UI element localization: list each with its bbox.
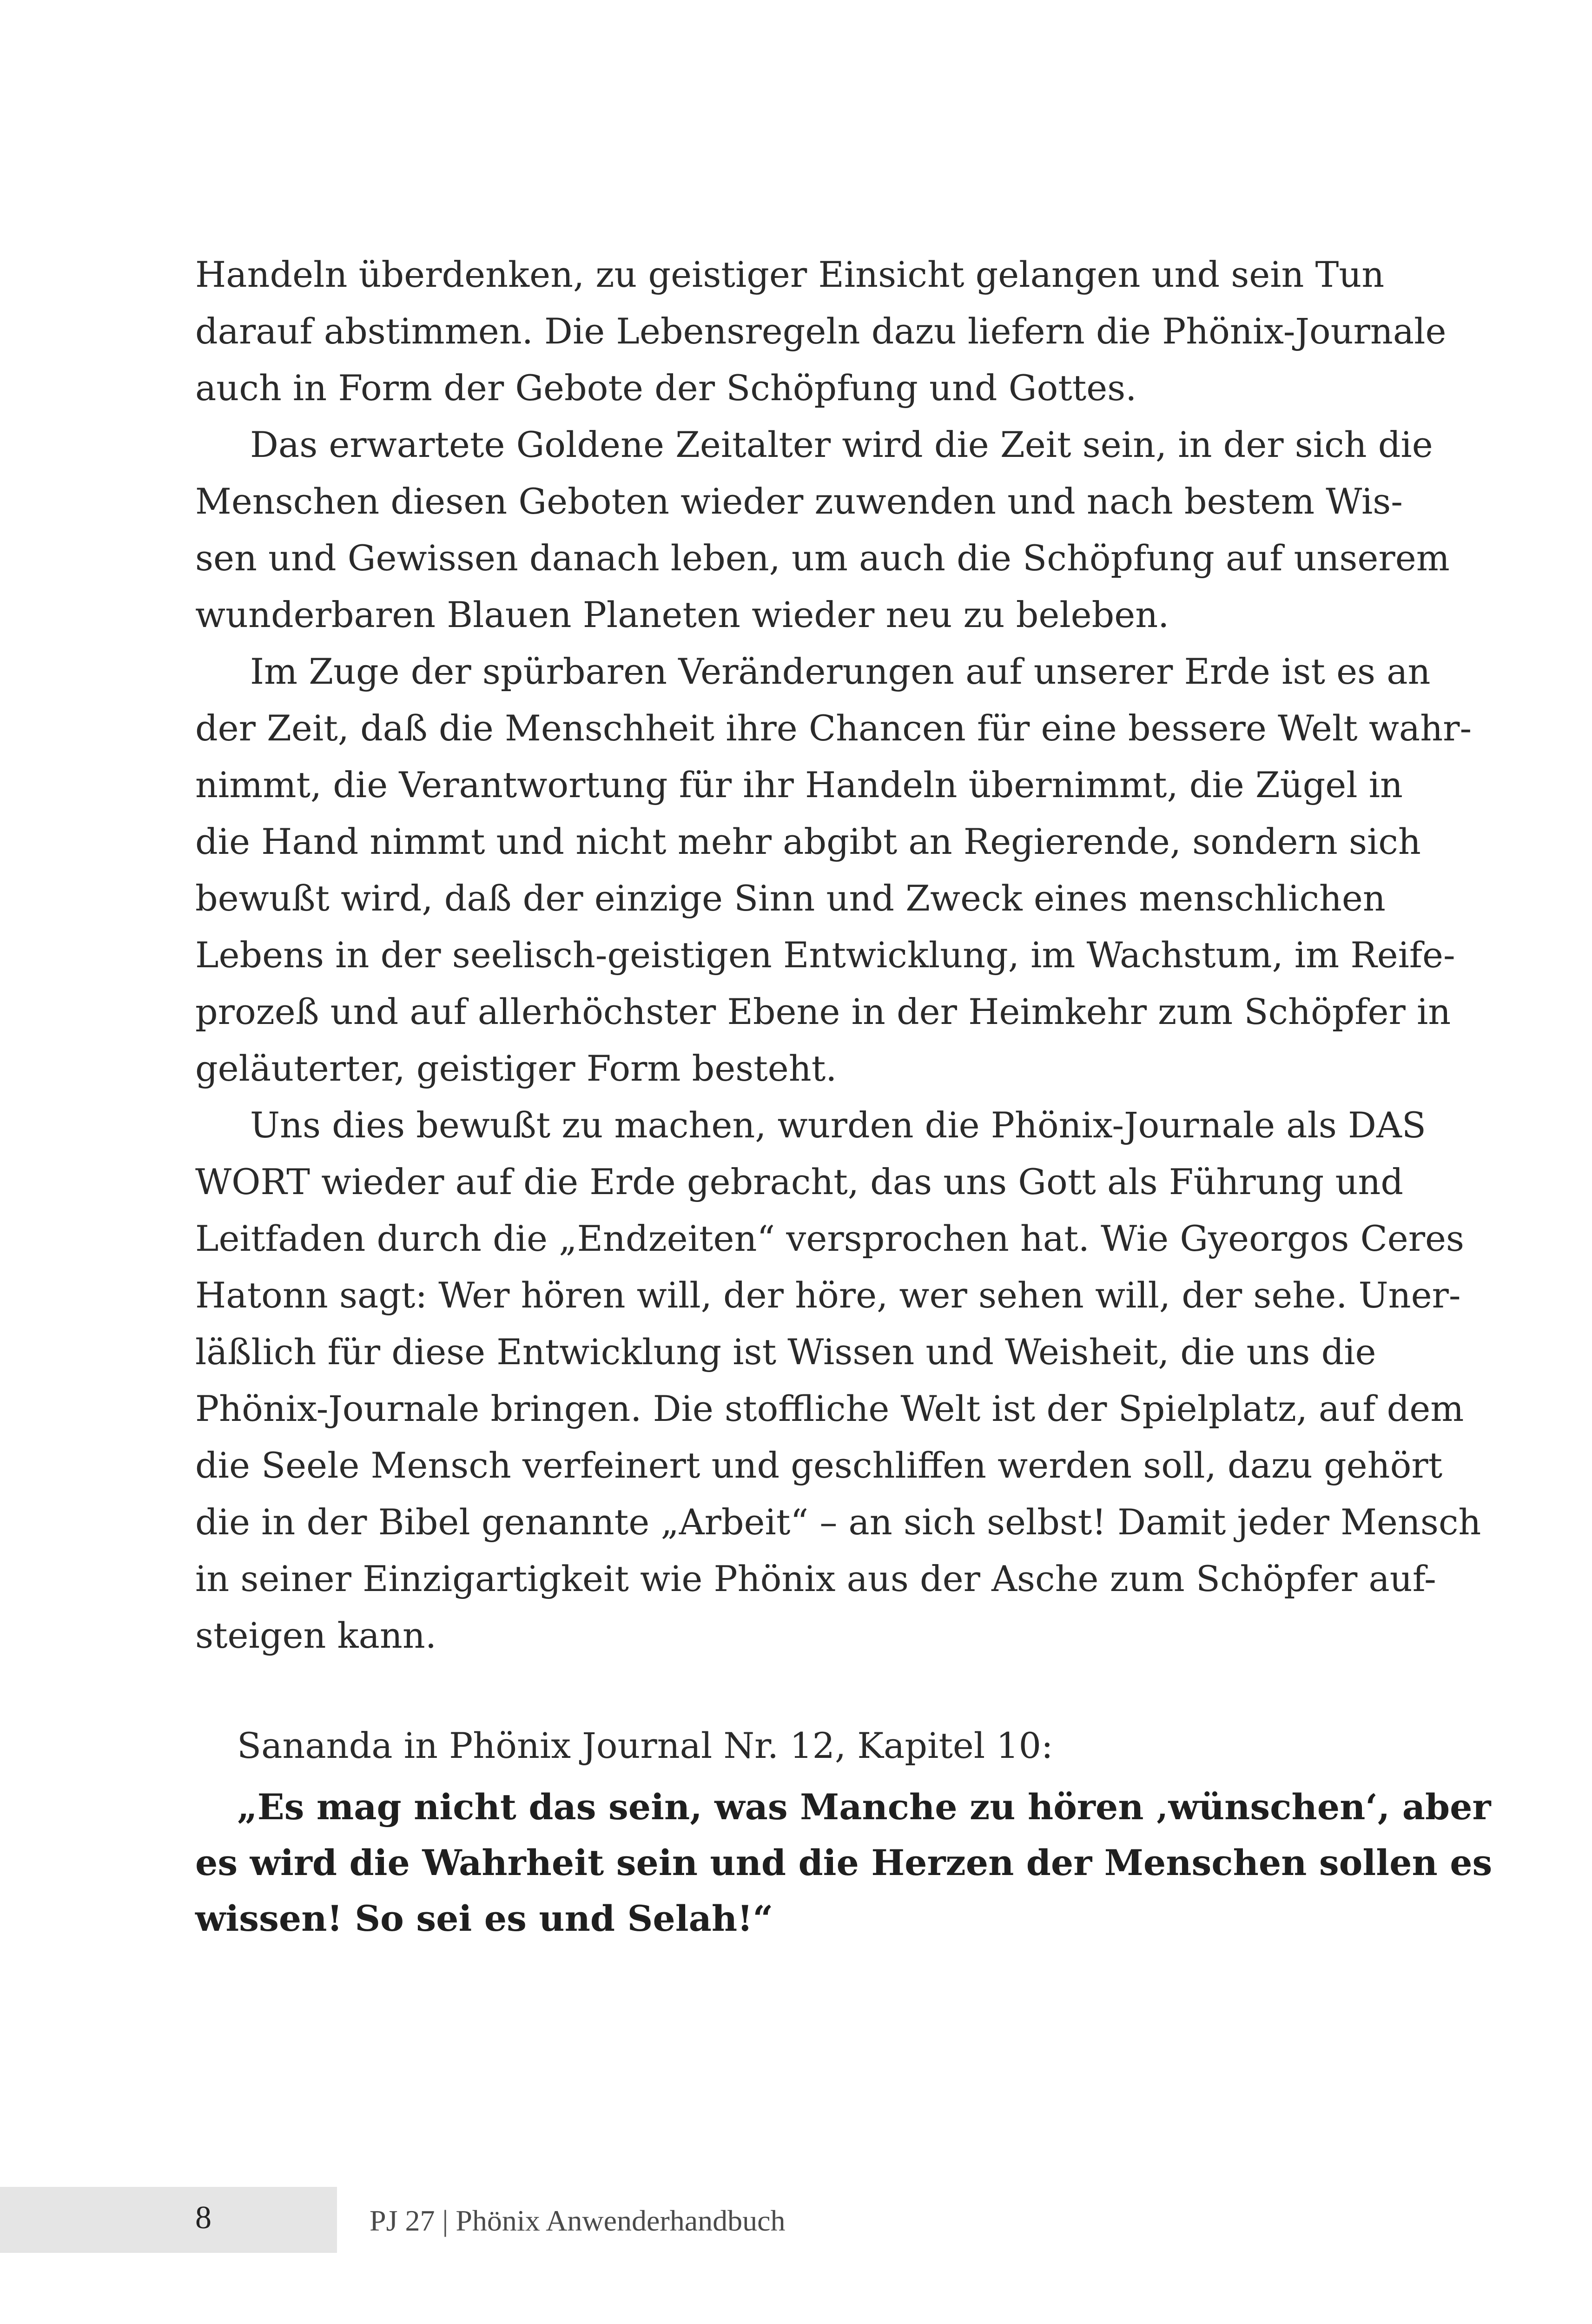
text-line: wunderbaren Blauen Planeten wieder neu zu beleben. (195, 594, 1169, 635)
text-line: bewußt wird, daß der einzige Sinn und Zweck eines menschlichen (195, 878, 1386, 919)
text-line: die in der Bibel genannte „Arbeit“ – an sich selbst! Damit jeder Mensch (195, 1501, 1481, 1543)
quote-attribution: Sananda in Phönix Journal Nr. 12, Kapitel 10: (237, 1725, 1053, 1766)
body-text (195, 246, 1493, 1946)
text-line: Menschen diesen Geboten wieder zuwenden und nach bestem Wis- (195, 481, 1403, 522)
bold-quote (195, 1779, 1493, 1946)
paragraph-1 (195, 246, 1447, 416)
text-line: steigen kann. (195, 1615, 436, 1656)
text-line: auch in Form der Gebote der Schöpfung und Gottes. (195, 367, 1137, 409)
text-line: Lebens in der seelisch-geistigen Entwicklung, im Wachstum, im Reife- (195, 934, 1455, 976)
quote-line: wissen! So sei es und Selah!“ (195, 1898, 773, 1939)
text-line: läßlich für diese Entwicklung ist Wissen und Weisheit, die uns die (195, 1331, 1376, 1373)
text-line: geläuterter, geistiger Form besteht. (195, 1048, 837, 1089)
paragraph-3 (195, 643, 1472, 1097)
footer-band (0, 2187, 337, 2253)
text-line: Handeln überdenken, zu geistiger Einsicht gelangen und sein Tun (195, 254, 1385, 295)
text-line: Phönix-Journale bringen. Die stoffliche Welt ist der Spielplatz, auf dem (195, 1388, 1464, 1429)
paragraph-4 (195, 1097, 1481, 1664)
text-line: nimmt, die Verantwortung für ihr Handeln übernimmt, die Zügel in (195, 764, 1403, 805)
page-number: 8 (195, 2200, 211, 2236)
spacer (195, 1664, 1376, 1717)
text-line: in seiner Einzigartigkeit wie Phönix aus der Asche zum Schöpfer auf- (195, 1558, 1436, 1599)
text-line: die Hand nimmt und nicht mehr abgibt an Regierende, sondern sich (195, 821, 1421, 862)
quote-line: es wird die Wahrheit sein und die Herzen der Menschen sollen es (195, 1842, 1493, 1883)
quote-line: „Es mag nicht das sein, was Manche zu hören ‚wünschen‘, aber (237, 1786, 1491, 1828)
text-line: die Seele Mensch verfeinert und geschliffen werden soll, dazu gehört (195, 1445, 1443, 1486)
text-line: prozeß und auf allerhöchster Ebene in der Heimkehr zum Schöpfer in (195, 991, 1451, 1032)
text-line: Uns dies bewußt zu machen, wurden die Phönix-Journale als DAS (250, 1104, 1426, 1146)
text-line: WORT wieder auf die Erde gebracht, das uns Gott als Führung und (195, 1161, 1403, 1202)
text-line: Im Zuge der spürbaren Veränderungen auf unserer Erde ist es an (250, 651, 1431, 692)
text-line: darauf abstimmen. Die Lebensregeln dazu liefern die Phönix-Journale (195, 310, 1447, 352)
text-line: sen und Gewissen danach leben, um auch die Schöpfung auf unserem (195, 537, 1450, 579)
running-title: PJ 27 | Phönix Anwenderhandbuch (370, 2204, 786, 2237)
paragraph-2 (195, 416, 1450, 643)
text-line: Hatonn sagt: Wer hören will, der höre, wer sehen will, der sehe. Uner- (195, 1274, 1461, 1316)
text-line: Das erwartete Goldene Zeitalter wird die Zeit sein, in der sich die (250, 424, 1433, 465)
text-line: Leitfaden durch die „Endzeiten“ versprochen hat. Wie Gyeorgos Ceres (195, 1218, 1465, 1259)
text-line: der Zeit, daß die Menschheit ihre Chancen für eine bessere Welt wahr- (195, 707, 1472, 749)
